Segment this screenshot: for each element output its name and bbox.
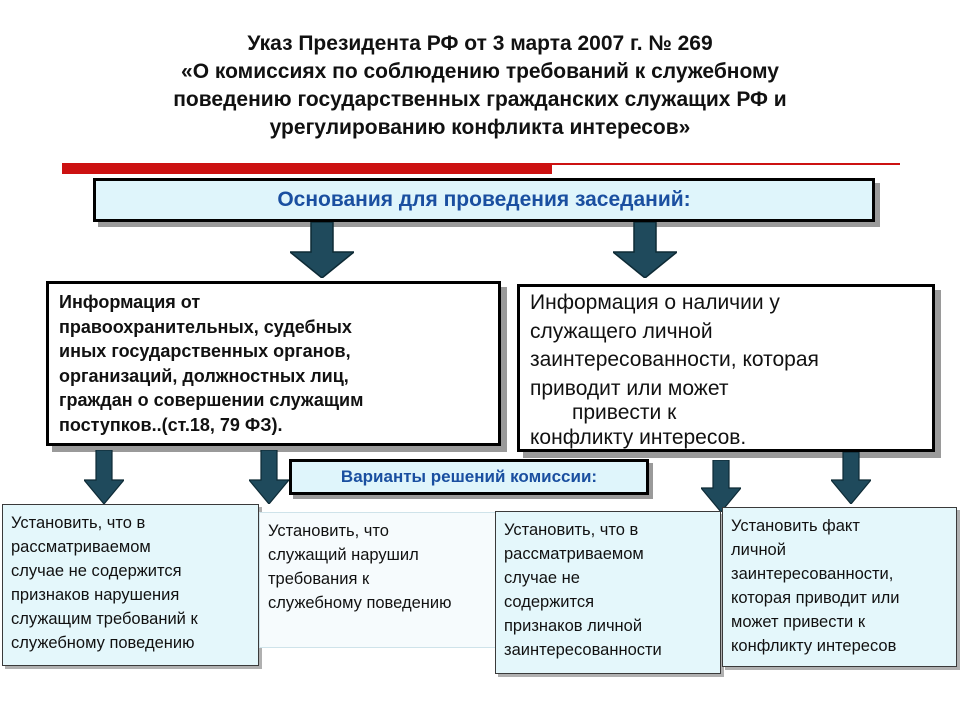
decision-option-no-personal-interest [495,511,721,674]
basis-heading: Основания для проведения заседаний: [277,188,691,211]
title-line: «О комиссиях по соблюдению требований к служебному [181,60,779,83]
option-line: признаков нарушения [11,586,180,604]
down-arrow-icon [613,222,677,278]
info-line: конфликту интересов. [530,426,747,449]
title-line: урегулированию конфликта интересов» [269,116,691,139]
down-arrow-icon [701,460,741,512]
option-line: содержится [504,593,595,611]
option-line: случае не содержится [11,562,182,580]
option-line: Установить, что [268,522,389,540]
option-line: служащим требований к [11,610,198,628]
decision-option-no-violation [2,504,259,666]
option-line: которая приводит или [731,589,900,607]
info-line: служащего личной [530,319,713,343]
option-line: заинтересованности [504,641,662,659]
info-line: Информация о наличии у [530,291,780,314]
option-line: требования к [268,570,370,588]
option-line: заинтересованности, [731,565,894,583]
title-line: Указ Президента РФ от 3 марта 2007 г. № 269 [247,32,713,55]
info-line: заинтересованности, которая [530,348,819,371]
down-arrow-icon [249,450,289,504]
law-enforcement-info-box [46,281,501,446]
down-arrow-icon [290,222,354,278]
option-line: служащий нарушил [268,546,419,564]
option-line: личной [731,541,786,559]
variants-heading: Варианты решений комиссии: [340,467,598,486]
basis-heading-box [93,178,875,222]
option-line: Установить, что в [504,521,639,539]
info-line: привести к [572,401,677,424]
red-line-divider [552,163,900,165]
personal-interest-info-box [517,284,935,452]
info-line: организаций, должностных лиц, [59,365,349,386]
option-line: Установить, что в [11,514,146,532]
option-line: может привести к [731,613,866,631]
option-line: служебному поведению [11,634,195,652]
down-arrow-icon [831,452,871,504]
down-arrow-icon [84,450,124,504]
info-line: приводит или может [530,376,729,400]
info-line: граждан о совершении служащим [59,390,364,410]
option-line: рассматриваемом [11,538,151,556]
decision-variants-heading-box [289,459,649,495]
info-line: иных государственных органов, [59,341,351,361]
option-line: рассматриваемом [504,545,644,563]
document-title [60,30,900,142]
red-stripe-divider [62,163,552,174]
option-line: признаков личной [504,617,643,635]
info-line: Информация от [59,292,201,312]
title-line: поведению государственных гражданских служащих РФ и [173,88,787,111]
decision-option-violation [259,512,499,648]
option-line: Установить факт [731,517,860,535]
info-line: поступков..(ст.18, 79 ФЗ). [59,414,283,435]
info-line: правоохранительных, судебных [59,316,352,337]
option-line: служебному поведению [268,594,452,612]
decision-option-personal-interest-found [722,507,957,667]
option-line: случае не [504,569,580,587]
option-line: конфликту интересов [731,637,897,655]
